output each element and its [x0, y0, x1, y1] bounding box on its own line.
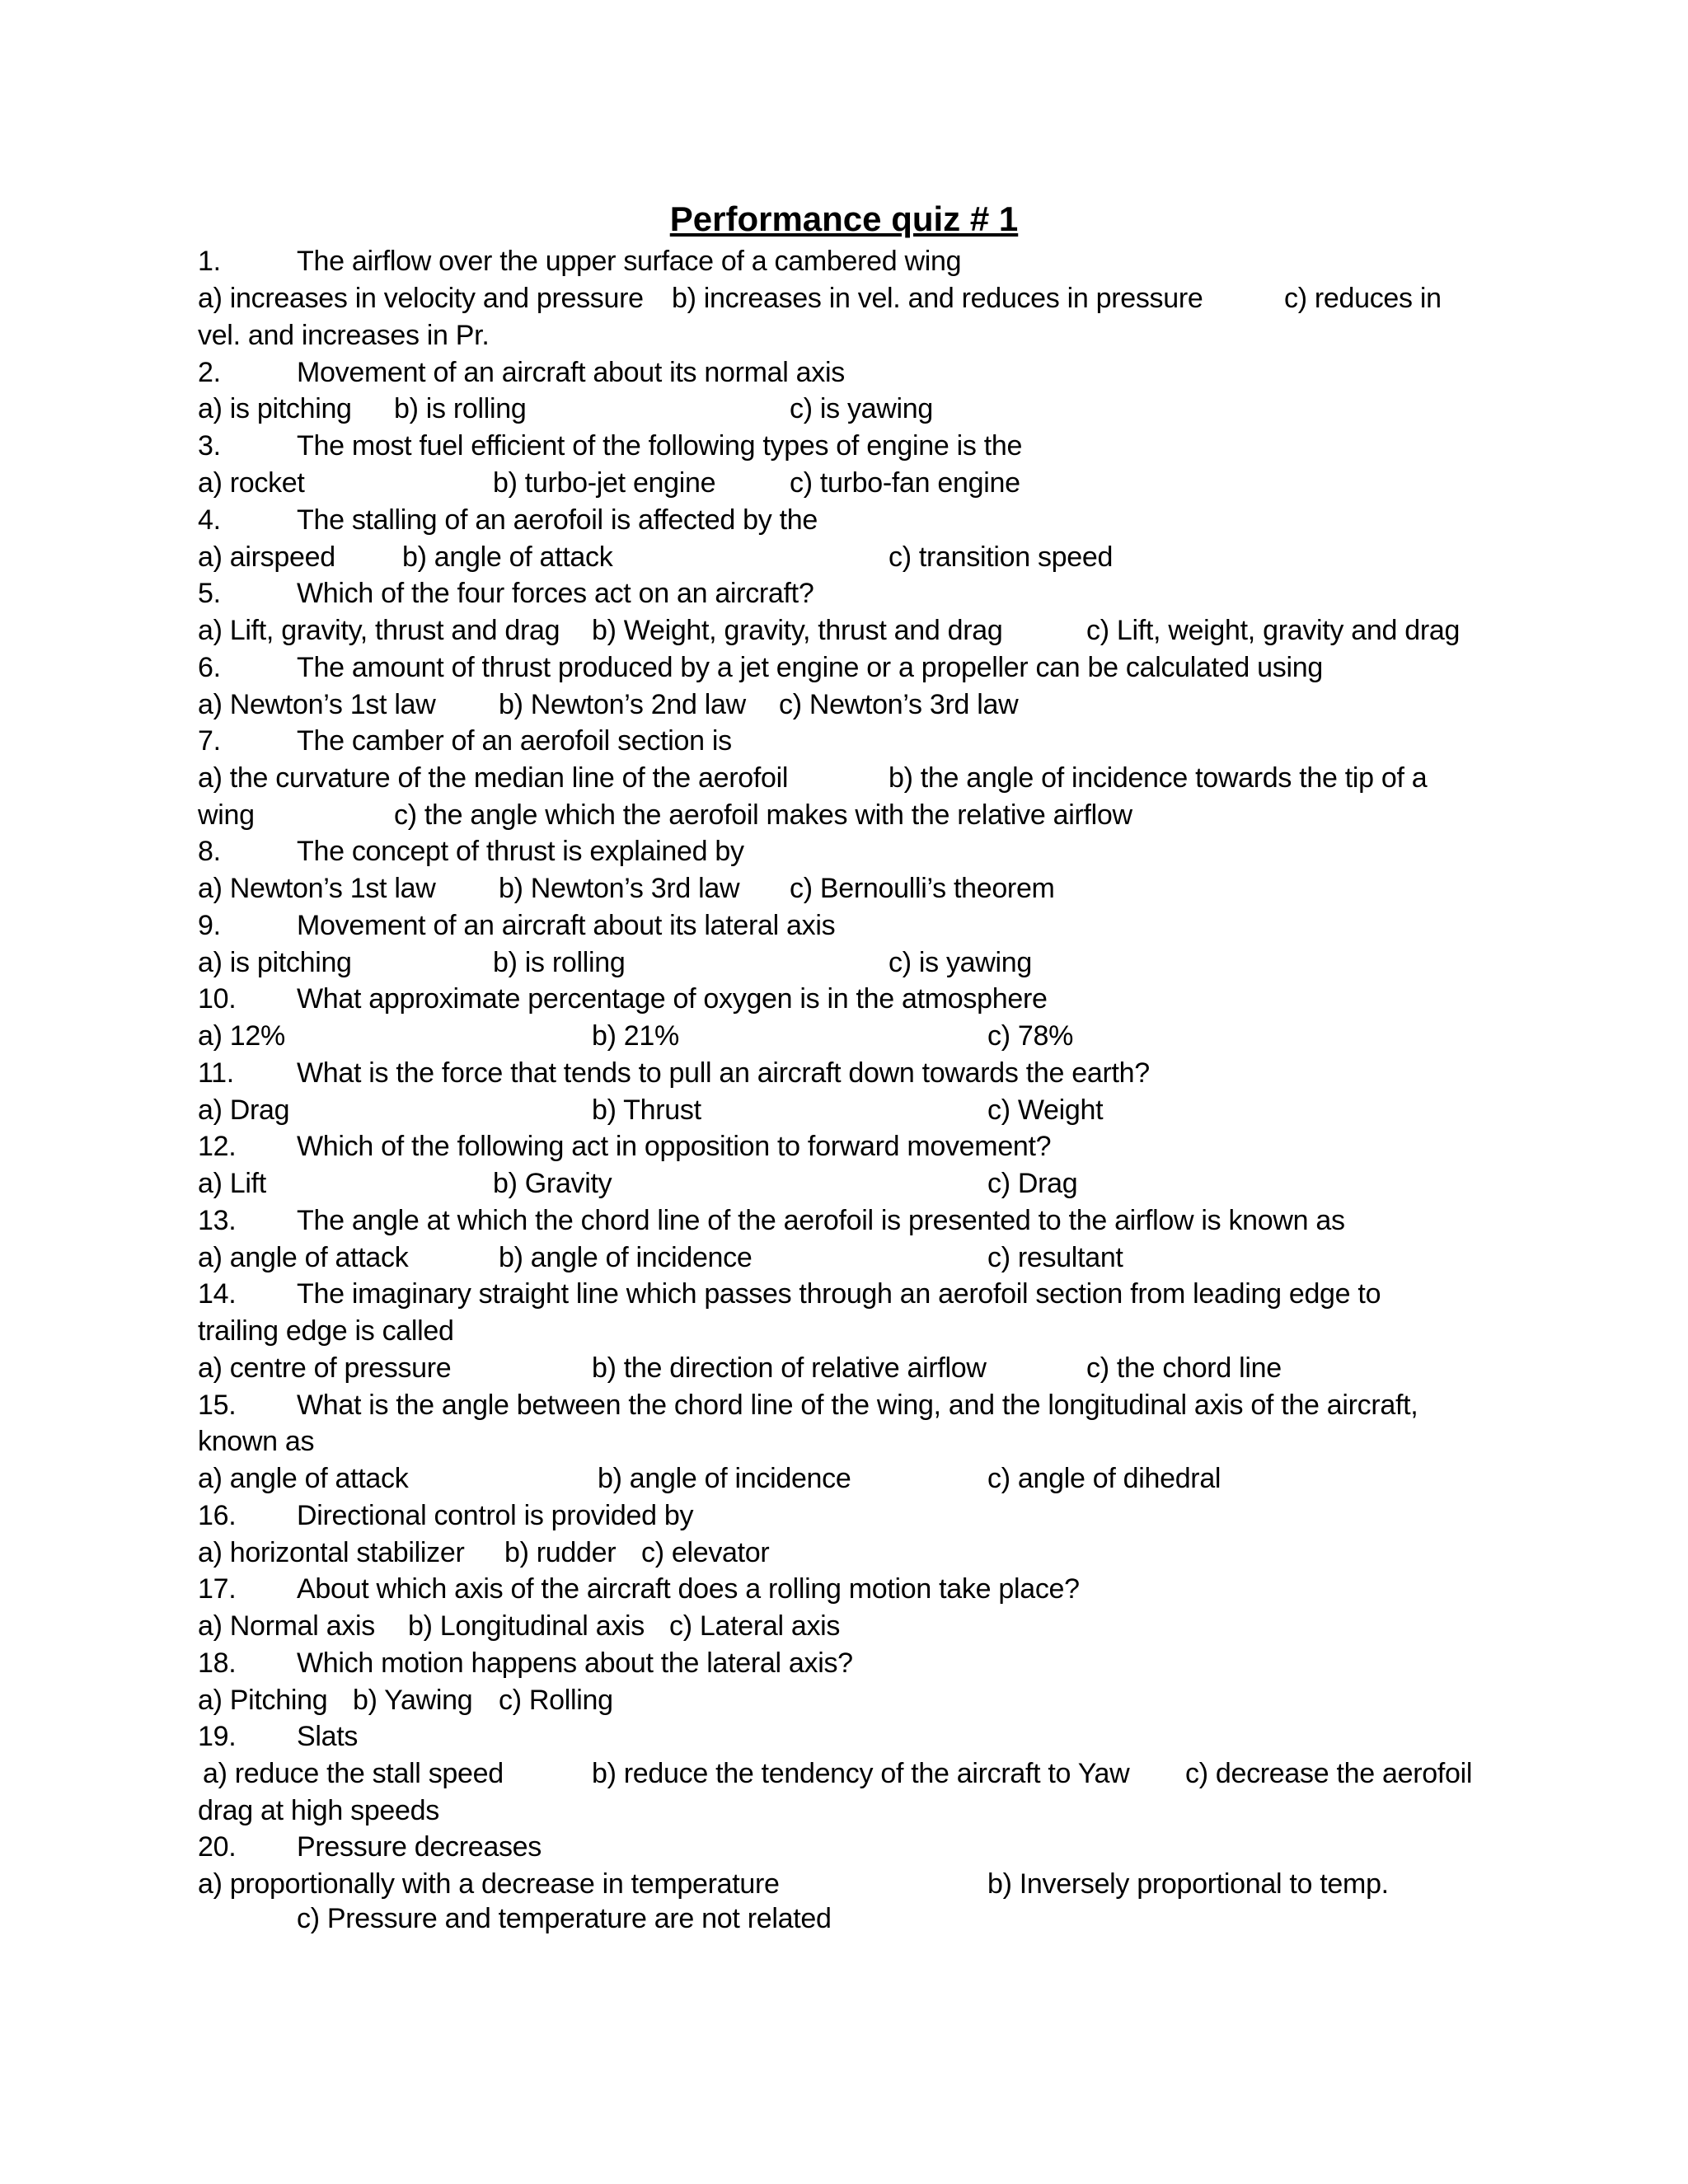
option-a: a) Lift [198, 1168, 266, 1199]
option-c: c) Newton’s 3rd law [779, 689, 1019, 720]
question-text: Slats [297, 1721, 359, 1752]
question-number: 11. [198, 1057, 234, 1089]
question-text: About which axis of the aircraft does a rolling motion take place? [297, 1573, 1080, 1605]
option-c: c) is yawing [790, 393, 934, 424]
question-text: The camber of an aerofoil section is [297, 725, 732, 757]
option-b: b) Weight, gravity, thrust and drag [592, 615, 1003, 646]
option-b: b) the direction of relative airflow [592, 1352, 987, 1384]
question-number: 19. [198, 1721, 237, 1752]
option-c: c) turbo-fan engine [790, 467, 1020, 499]
question-number: 18. [198, 1647, 237, 1679]
option-c-continued: vel. and increases in Pr. [198, 320, 490, 351]
option-c: c) resultant [987, 1242, 1123, 1273]
question-text: The most fuel efficient of the following types of engine is the [297, 430, 1023, 462]
question-text-continued: known as [198, 1426, 315, 1457]
option-b: b) Newton’s 3rd law [499, 873, 740, 904]
question-number: 3. [198, 430, 221, 462]
option-b: b) 21% [592, 1020, 679, 1052]
question-text: The stalling of an aerofoil is affected by the [297, 504, 818, 536]
option-b: b) Thrust [592, 1094, 701, 1126]
option-c: c) the chord line [1086, 1352, 1282, 1384]
option-c: c) decrease the aerofoil [1185, 1758, 1473, 1789]
question-text: What is the angle between the chord line of the wing, and the longitudinal axis of the aircraft, [297, 1390, 1418, 1421]
option-c: c) Lateral axis [669, 1610, 841, 1642]
option-c: c) the angle which the aerofoil makes with the relative airflow [394, 799, 1132, 831]
question-number: 20. [198, 1831, 237, 1863]
option-c: c) elevator [641, 1537, 770, 1568]
option-b: b) increases in vel. and reduces in pressure [672, 283, 1203, 314]
question-number: 12. [198, 1131, 237, 1162]
question-number: 4. [198, 504, 221, 536]
option-b: b) angle of attack [402, 541, 613, 573]
question-number: 10. [198, 983, 237, 1015]
question-text: Which of the following act in opposition to forward movement? [297, 1131, 1052, 1162]
option-a: a) proportionally with a decrease in temperature [198, 1868, 780, 1900]
question-text: Movement of an aircraft about its lateral axis [297, 910, 836, 941]
option-a: a) Lift, gravity, thrust and drag [198, 615, 560, 646]
option-b: b) angle of incidence [499, 1242, 753, 1273]
question-text: The angle at which the chord line of the aerofoil is presented to the airflow is known as [297, 1205, 1345, 1236]
question-text: The imaginary straight line which passes through an aerofoil section from leading edge to [297, 1278, 1381, 1310]
option-b: b) reduce the tendency of the aircraft to Yaw [592, 1758, 1130, 1789]
option-b: b) Newton’s 2nd law [499, 689, 746, 720]
question-number: 6. [198, 652, 221, 683]
option-a: a) is pitching [198, 947, 352, 978]
option-a: a) reduce the stall speed [203, 1758, 504, 1789]
question-text-continued: trailing edge is called [198, 1315, 454, 1347]
option-c: c) transition speed [889, 541, 1114, 573]
option-b: b) the angle of incidence towards the tip of a [889, 762, 1428, 794]
option-b: b) is rolling [493, 947, 626, 978]
question-text: Which motion happens about the lateral axis? [297, 1647, 853, 1679]
question-text: The airflow over the upper surface of a cambered wing [297, 246, 962, 277]
question-number: 1. [198, 246, 221, 277]
option-b: b) Yawing [353, 1685, 473, 1716]
question-text: Movement of an aircraft about its normal axis [297, 357, 845, 388]
option-b: b) Longitudinal axis [408, 1610, 645, 1642]
question-number: 14. [198, 1278, 237, 1310]
question-number: 17. [198, 1573, 237, 1605]
option-c: c) reduces in [1284, 283, 1442, 314]
option-a: a) Newton’s 1st law [198, 873, 436, 904]
page-title: Performance quiz # 1 [669, 199, 1019, 238]
option-c: c) angle of dihedral [987, 1463, 1221, 1494]
question-text: Pressure decreases [297, 1831, 542, 1863]
option-b: b) is rolling [394, 393, 527, 424]
option-c: c) Bernoulli’s theorem [790, 873, 1055, 904]
question-text: The amount of thrust produced by a jet engine or a propeller can be calculated using [297, 652, 1323, 683]
question-number: 16. [198, 1500, 237, 1531]
question-number: 2. [198, 357, 221, 388]
question-number: 13. [198, 1205, 237, 1236]
question-number: 7. [198, 725, 221, 757]
option-b-continued: wing [198, 799, 255, 831]
option-c: c) Rolling [499, 1685, 613, 1716]
option-a: a) increases in velocity and pressure [198, 283, 644, 314]
question-text: Which of the four forces act on an aircraft? [297, 578, 814, 609]
option-a: a) horizontal stabilizer [198, 1537, 465, 1568]
option-c: c) Pressure and temperature are not related [297, 1903, 832, 1934]
option-a: a) Pitching [198, 1685, 328, 1716]
option-a: a) Newton’s 1st law [198, 689, 436, 720]
option-b: b) turbo-jet engine [493, 467, 716, 499]
option-b: b) angle of incidence [598, 1463, 851, 1494]
question-text: What approximate percentage of oxygen is in the atmosphere [297, 983, 1048, 1015]
option-a: a) airspeed [198, 541, 335, 573]
option-a: a) Normal axis [198, 1610, 375, 1642]
option-b: b) rudder [504, 1537, 617, 1568]
question-text: Directional control is provided by [297, 1500, 694, 1531]
option-c: c) Lift, weight, gravity and drag [1086, 615, 1461, 646]
option-a: a) centre of pressure [198, 1352, 452, 1384]
option-c: c) 78% [987, 1020, 1074, 1052]
option-a: a) Drag [198, 1094, 290, 1126]
option-a: a) rocket [198, 467, 305, 499]
option-c: c) is yawing [889, 947, 1033, 978]
option-c: c) Drag [987, 1168, 1078, 1199]
option-a: a) is pitching [198, 393, 352, 424]
question-text: The concept of thrust is explained by [297, 836, 744, 867]
option-c-continued: drag at high speeds [198, 1795, 439, 1826]
question-number: 9. [198, 910, 221, 941]
question-number: 8. [198, 836, 221, 867]
option-a: a) 12% [198, 1020, 285, 1052]
option-c: c) Weight [987, 1094, 1104, 1126]
option-b: b) Inversely proportional to temp. [987, 1868, 1389, 1900]
option-a: a) angle of attack [198, 1242, 409, 1273]
option-a: a) the curvature of the median line of the aerofoil [198, 762, 789, 794]
question-number: 15. [198, 1390, 237, 1421]
question-text: What is the force that tends to pull an aircraft down towards the earth? [297, 1057, 1150, 1089]
question-number: 5. [198, 578, 221, 609]
option-b: b) Gravity [493, 1168, 612, 1199]
option-a: a) angle of attack [198, 1463, 409, 1494]
